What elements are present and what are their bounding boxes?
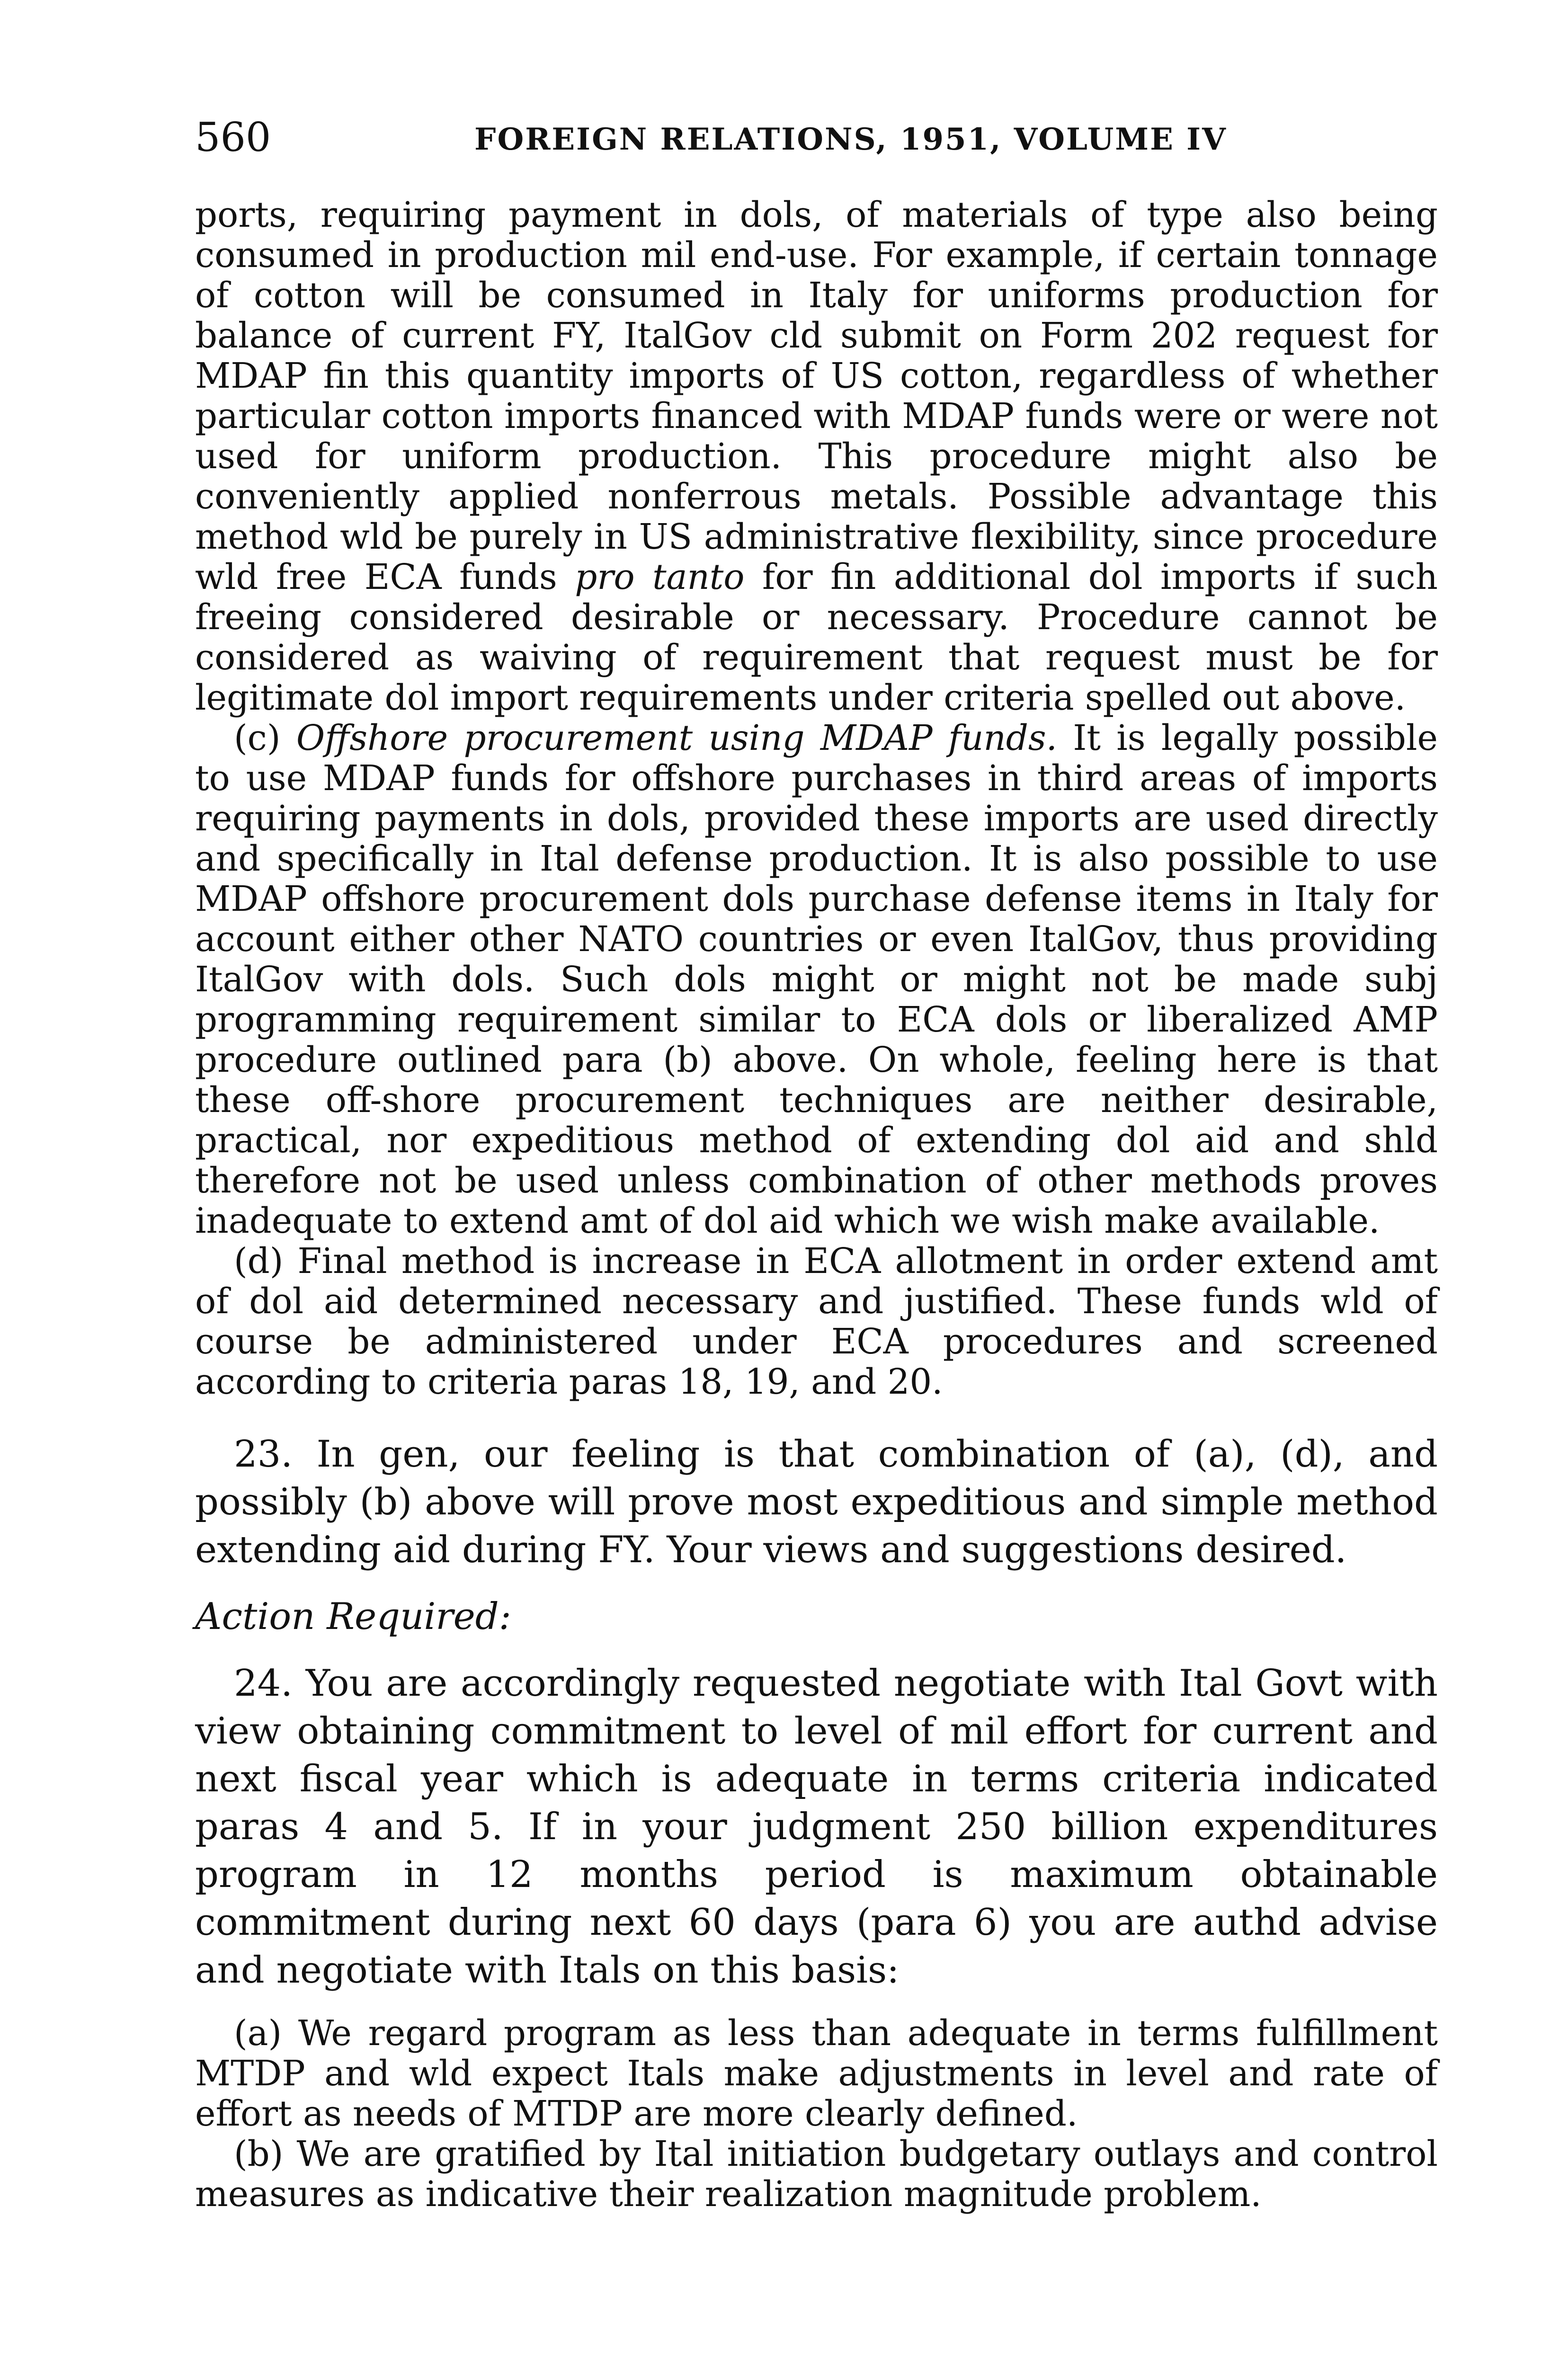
paragraph-c (195, 718, 1438, 1241)
paragraph-continuation-tail: for fin additional dol imports if such freeing considered desirable or necessary. Procedure cannot be considered as waiving of requirement that request must be for legitimate dol import requirements under criteria spelled out above. (195, 557, 1438, 718)
paragraph-c-label: (c) (234, 718, 281, 758)
paragraph-23: 23. In gen, our feeling is that combination of (a), (d), and possibly (b) above will prove most expeditious and simple method extending aid during FY. Your views and suggestions desired. (195, 1433, 1438, 1571)
spacer (195, 1641, 1438, 1660)
paragraph-continuation (195, 195, 1438, 718)
paragraph-d: (d) Final method is increase in ECA allotment in order extend amt of dol aid determined necessary and justified. These funds wld of course be administered under ECA procedures and screened according to criteria paras 18, 19, and 20. (195, 1241, 1438, 1402)
spacer (195, 1574, 1438, 1593)
running-head: FOREIGN RELATIONS, 1951, VOLUME IV (474, 122, 1227, 157)
page-header (195, 111, 1435, 163)
section-heading-action-required: Action Required: (195, 1595, 511, 1638)
body-text (195, 195, 1438, 2215)
paragraph-24: 24. You are accordingly requested negotiate with Ital Govt with view obtaining commitment to level of mil effort for current and next fiscal year which is adequate in terms criteria indicated paras 4 and 5. If in your judgment 250 billion expenditures program in 12 months period is maximum obtainable commitment during next 60 days (para 6) you are authd advise and negotiate with Itals on this basis: (195, 1662, 1438, 1992)
paragraph-c-text: It is legally possible to use MDAP funds for offshore purchases in third areas of imports requiring payments in dols, provided these imports are used directly and specifically in Ital defense production. It is also possible to use MDAP offshore procurement dols purchase defense items in Italy for account either other NATO countries or even ItalGov, thus providing ItalGov with dols. Such dols might or might not be made subj programming requirement similar to ECA dols or liberalized AMP procedure outlined para (b) above. On whole, feeling here is that these off-shore procurement techniques are neither desirable, practical, nor expeditious method of extending dol aid and shld therefore not be used unless combination of other methods proves inadequate to extend amt of dol aid which we wish make available. (195, 718, 1438, 1241)
paragraph-24b: (b) We are gratified by Ital initiation budgetary outlays and control measures as indicative their realization magnitude problem. (195, 2134, 1438, 2215)
paragraph-24a: (a) We regard program as less than adequate in terms fulfillment MTDP and wld expect Itals make adjustments in level and rate of effort as needs of MTDP are more clearly defined. (195, 2013, 1438, 2134)
spacer (195, 1402, 1438, 1431)
spacer (195, 1994, 1438, 2013)
paragraph-c-heading: Offshore procurement using MDAP funds. (296, 718, 1057, 758)
paragraph-continuation-text: ports, requiring payment in dols, of materials of type also being consumed in production mil end-use. For example, if certain tonnage of cotton will be consumed in Italy for uniforms production for balance of current FY, ItalGov cld submit on Form 202 request for MDAP fin this quantity imports of US cotton, regardless of whether particular cotton imports financed with MDAP funds were or were not used for uniform production. This procedure might also be conveniently applied nonferrous metals. Possible advantage this method wld be purely in US administrative flexibility, since procedure wld free ECA funds (195, 195, 1438, 597)
paragraph-continuation-italic: pro tanto (575, 557, 745, 597)
page-number: 560 (195, 114, 271, 160)
